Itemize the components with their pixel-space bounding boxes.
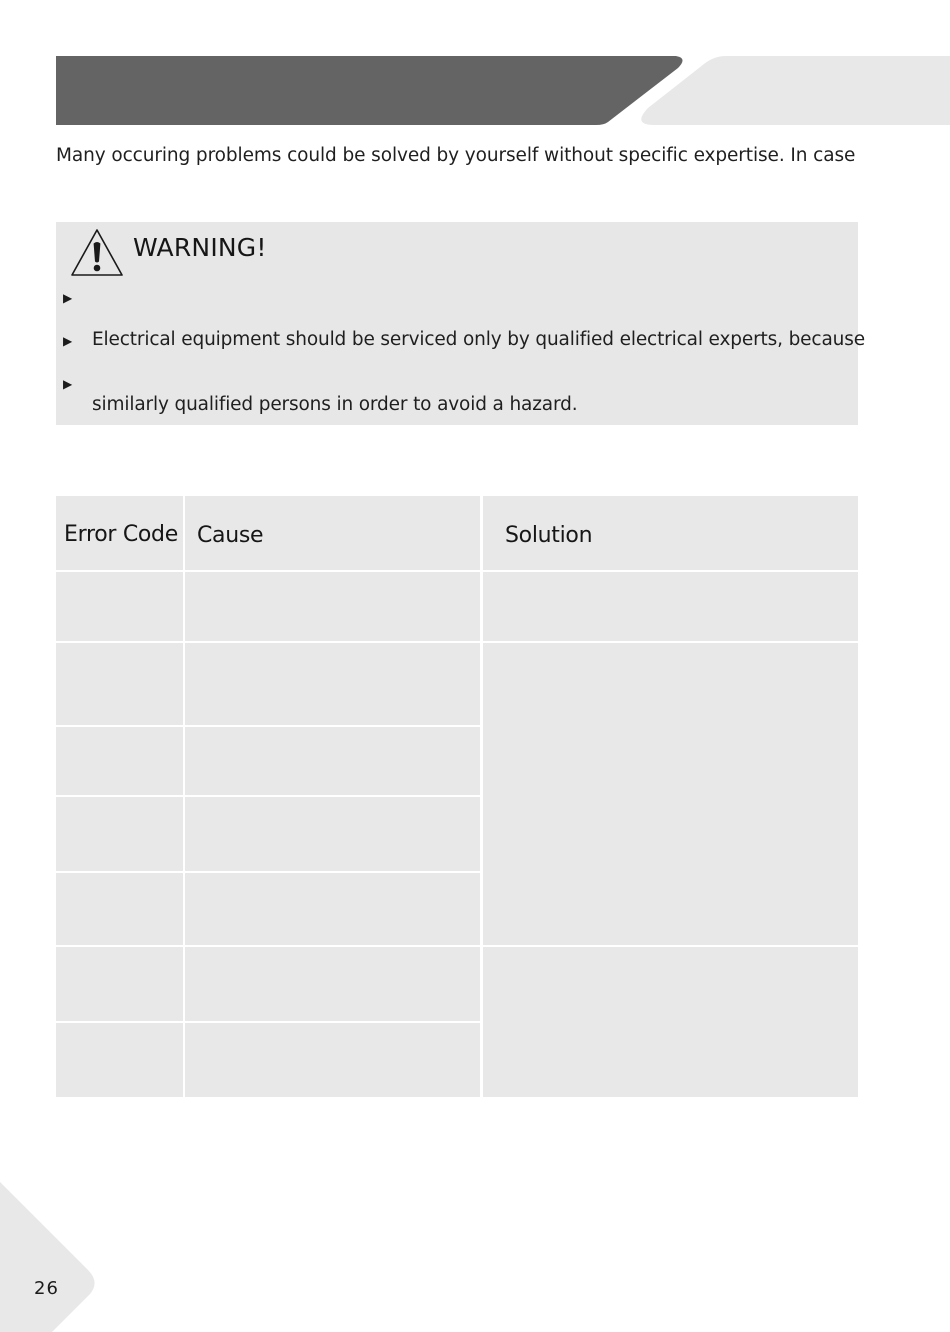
page-number: 26 [34, 1278, 59, 1299]
header-solution: Solution [505, 523, 593, 548]
table-cell [185, 572, 480, 641]
table-cell [56, 727, 183, 795]
table-cell-merged [483, 947, 858, 1097]
table-cell [56, 572, 183, 641]
table-cell [185, 947, 480, 1021]
table-cell [185, 1023, 480, 1097]
page-corner-tab [0, 1182, 100, 1332]
table-cell [56, 1023, 183, 1097]
table-cell [483, 572, 858, 641]
table-header-cell [185, 496, 480, 570]
warning-bullet-text: similarly qualified persons in order to avoid a hazard. [92, 394, 578, 415]
bullet-marker: ▶ [63, 334, 73, 348]
table-cell [185, 643, 480, 725]
bullet-marker: ▶ [63, 291, 73, 305]
table-header-cell [483, 496, 858, 570]
table-cell [56, 797, 183, 871]
bullet-marker: ▶ [63, 377, 73, 391]
table-cell [56, 643, 183, 725]
header-band [0, 0, 950, 140]
warning-box [56, 222, 865, 425]
table-cell [185, 797, 480, 871]
table-cell [185, 727, 480, 795]
intro-text: Many occuring problems could be solved by yourself without specific expertise. In case [56, 145, 856, 166]
table-cell [185, 873, 480, 945]
warning-title: WARNING! [133, 233, 267, 262]
table-cell-merged [483, 643, 858, 945]
header-error-code: Error Code [64, 522, 178, 547]
header-light-tab [641, 56, 950, 125]
warning-triangle-icon [69, 226, 125, 278]
error-code-table [56, 496, 858, 1097]
table-header-cell [56, 496, 183, 570]
table-cell [56, 873, 183, 945]
header-cause: Cause [197, 523, 264, 548]
warning-bullet-text: Electrical equipment should be serviced only by qualified electrical experts, because [92, 329, 865, 350]
header-dark-bar [56, 56, 683, 125]
table-cell [56, 947, 183, 1021]
